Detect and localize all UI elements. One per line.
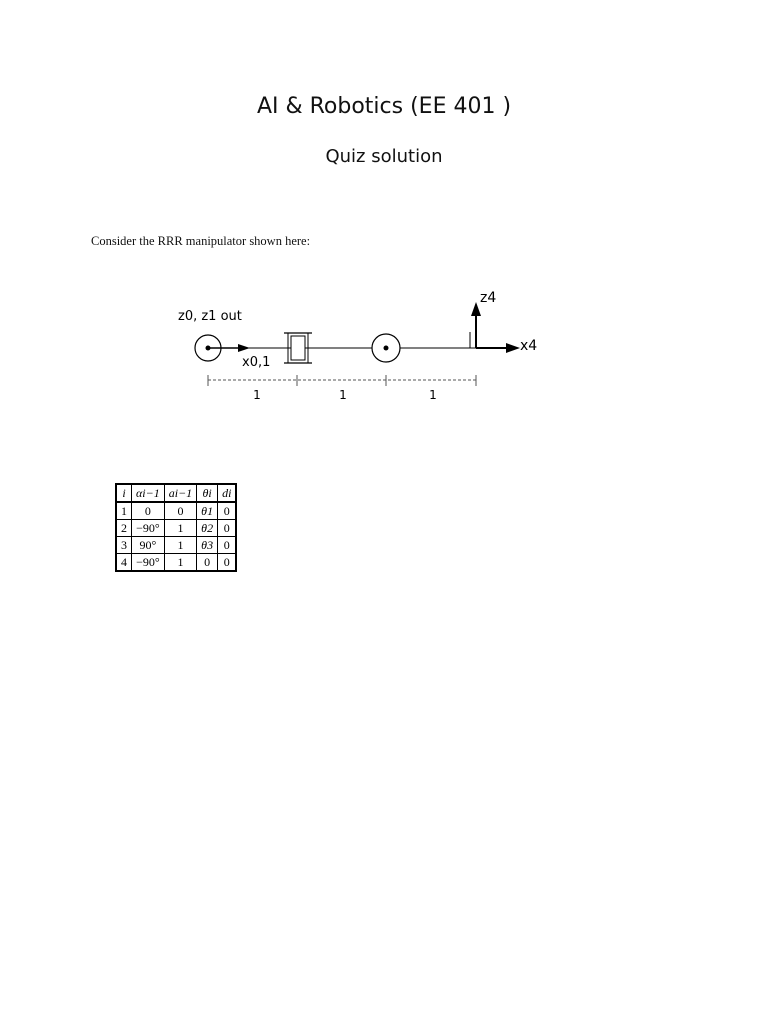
cell: 1 <box>164 537 196 554</box>
table-row <box>116 520 236 537</box>
intro-text: Consider the RRR manipulator shown here: <box>91 234 311 248</box>
cell: 4 <box>116 554 132 572</box>
dim-label-1: 1 <box>253 388 261 402</box>
cell: −90° <box>132 554 165 572</box>
manipulator-diagram <box>160 280 560 410</box>
cell: 0 <box>132 502 165 520</box>
header-d: di <box>218 484 237 502</box>
label-x01: x0,1 <box>242 355 271 370</box>
dim-label-2: 1 <box>339 388 347 402</box>
cell: θ1 <box>197 502 218 520</box>
cell: 0 <box>218 502 237 520</box>
cell: −90° <box>132 520 165 537</box>
cell: 0 <box>218 520 237 537</box>
cell: θ3 <box>197 537 218 554</box>
cell: 0 <box>197 554 218 572</box>
dim-label-3: 1 <box>429 388 437 402</box>
joint-2-body <box>291 336 305 360</box>
cell: 2 <box>116 520 132 537</box>
table-header-row <box>116 484 236 502</box>
label-x4: x4 <box>520 338 538 354</box>
x01-arrowhead <box>238 344 250 352</box>
cell: 1 <box>164 520 196 537</box>
table-row <box>116 554 236 572</box>
table-row <box>116 502 236 520</box>
page-title: AI & Robotics (EE 401 ) <box>256 94 512 119</box>
header-i: i <box>116 484 132 502</box>
label-z4: z4 <box>480 290 497 306</box>
header-theta: θi <box>197 484 218 502</box>
page-subtitle: Quiz solution <box>325 146 443 167</box>
x4-arrowhead <box>506 343 520 353</box>
cell: 0 <box>218 537 237 554</box>
cell: 1 <box>164 554 196 572</box>
joint-3-dot <box>384 346 389 351</box>
dh-parameter-table <box>115 483 237 572</box>
cell: 0 <box>164 502 196 520</box>
label-z01: z0, z1 out <box>178 309 242 324</box>
table-row <box>116 537 236 554</box>
header-a: ai−1 <box>164 484 196 502</box>
joint-1-dot <box>206 346 211 351</box>
header-alpha: αi−1 <box>132 484 165 502</box>
cell: 0 <box>218 554 237 572</box>
cell: θ2 <box>197 520 218 537</box>
cell: 3 <box>116 537 132 554</box>
cell: 1 <box>116 502 132 520</box>
cell: 90° <box>132 537 165 554</box>
